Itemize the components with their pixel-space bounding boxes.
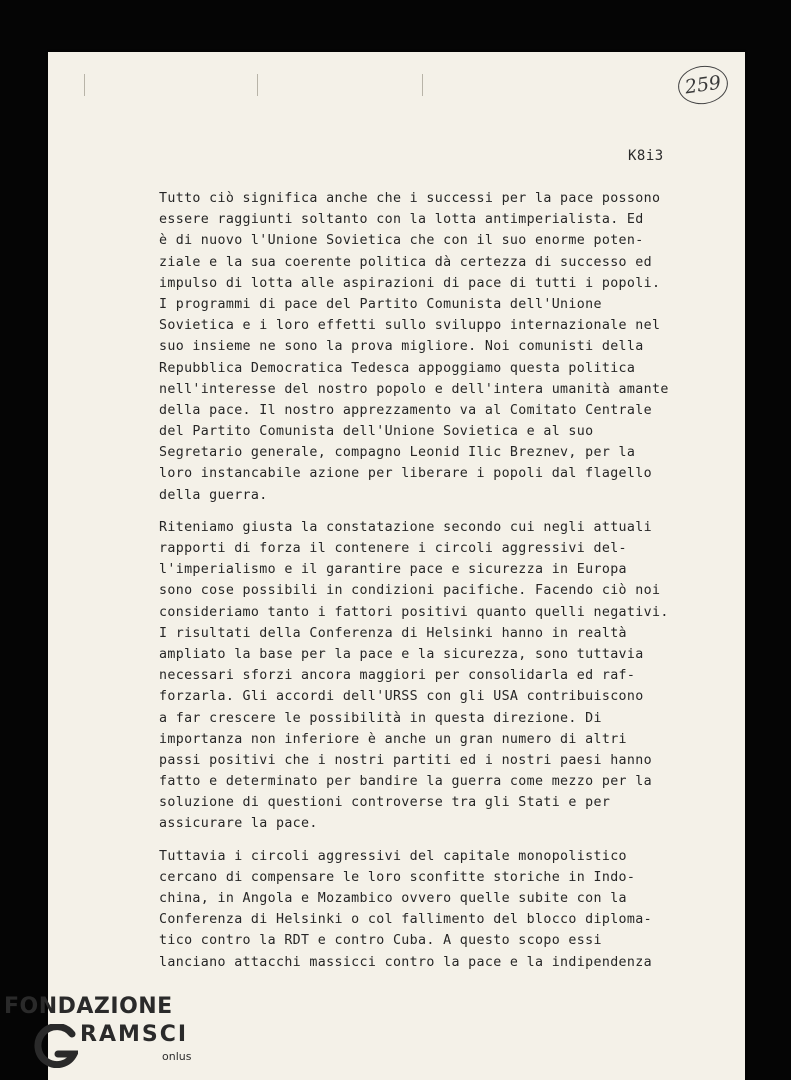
margin-mark	[422, 74, 423, 96]
text-line: assicurare la pace.	[159, 816, 318, 832]
paragraph	[159, 517, 719, 835]
text-line: Riteniamo giusta la constatazione secondo cui negli attuali	[159, 519, 652, 535]
text-line: ziale e la sua coerente politica dà certezza di successo ed	[159, 254, 652, 270]
text-line: tico contro la RDT e contro Cuba. A questo scopo essi	[159, 933, 602, 949]
paragraph	[159, 188, 719, 506]
text-line: è di nuovo l'Unione Sovietica che con il suo enorme poten-	[159, 233, 644, 249]
text-line: Segretario generale, compagno Leonid Ilic Breznev, per la	[159, 445, 636, 461]
text-line: necessari sforzi ancora maggiori per consolidarla ed raf-	[159, 668, 636, 684]
watermark-line2: RAMSCI	[80, 1022, 189, 1047]
text-line: a far crescere le possibilità in questa direzione. Di	[159, 710, 602, 726]
text-line: Tuttavia i circoli aggressivi del capitale monopolistico	[159, 848, 627, 864]
text-line: I programmi di pace del Partito Comunista dell'Unione	[159, 296, 602, 312]
text-line: essere raggiunti soltanto con la lotta antimperialista. Ed	[159, 212, 644, 228]
fondazione-gramsci-watermark	[4, 990, 204, 1080]
text-line: della pace. Il nostro apprezzamento va al Comitato Centrale	[159, 402, 652, 418]
text-line: Repubblica Democratica Tedesca appoggiamo questa politica	[159, 360, 636, 376]
text-line: Sovietica e i loro effetti sullo sviluppo internazionale nel	[159, 318, 661, 334]
text-line: passi positivi che i nostri partiti ed i nostri paesi hanno	[159, 752, 652, 768]
text-line: Conferenza di Helsinki o col fallimento del blocco diploma-	[159, 912, 652, 928]
text-line: soluzione di questioni controverse tra gli Stati e per	[159, 795, 611, 811]
margin-mark	[257, 74, 258, 96]
text-line: ampliato la base per la pace e la sicurezza, sono tuttavia	[159, 646, 644, 662]
text-line: suo insieme ne sono la prova migliore. Noi comunisti della	[159, 339, 644, 355]
text-line: forzarla. Gli accordi dell'URSS con gli USA contribuiscono	[159, 689, 644, 705]
text-line: cercano di compensare le loro sconfitte storiche in Indo-	[159, 869, 636, 885]
handwritten-page-number: 259	[676, 63, 731, 108]
text-line: del Partito Comunista dell'Unione Sovietica e al suo	[159, 424, 594, 440]
text-line: consideriamo tanto i fattori positivi quanto quelli negativi.	[159, 604, 669, 620]
document-code: K8i3	[628, 148, 664, 164]
text-line: importanza non inferiore è anche un gran numero di altri	[159, 731, 627, 747]
text-line: rapporti di forza il contenere i circoli aggressivi del-	[159, 541, 627, 556]
text-line: fatto e determinato per bandire la guerra come mezzo per la	[159, 774, 652, 790]
gramsci-g-logo-icon	[32, 1024, 78, 1068]
watermark-line1: FONDAZIONE	[4, 994, 173, 1019]
text-line: Tutto ciò significa anche che i successi per la pace possono	[159, 191, 661, 206]
text-line: china, in Angola e Mozambico ovvero quelle subite con la	[159, 891, 627, 906]
text-line: sono cose possibili in condizioni pacifiche. Facendo ciò noi	[159, 583, 661, 599]
text-line: l'imperialismo e il garantire pace e sicurezza in Europa	[159, 562, 627, 578]
text-line: loro instancabile azione per liberare i popoli dal flagello	[159, 466, 652, 482]
margin-mark	[84, 74, 85, 96]
watermark-suffix: onlus	[162, 1050, 192, 1063]
text-line: della guerra.	[159, 487, 268, 503]
text-line: lanciano attacchi massicci contro la pace e la indipendenza	[159, 954, 652, 970]
paragraph	[159, 846, 719, 973]
document-body	[159, 188, 719, 984]
text-line: nell'interesse del nostro popolo e dell'intera umanità amante	[159, 381, 669, 397]
text-line: I risultati della Conferenza di Helsinki hanno in realtà	[159, 625, 627, 641]
text-line: impulso di lotta alle aspirazioni di pace di tutti i popoli.	[159, 275, 661, 291]
